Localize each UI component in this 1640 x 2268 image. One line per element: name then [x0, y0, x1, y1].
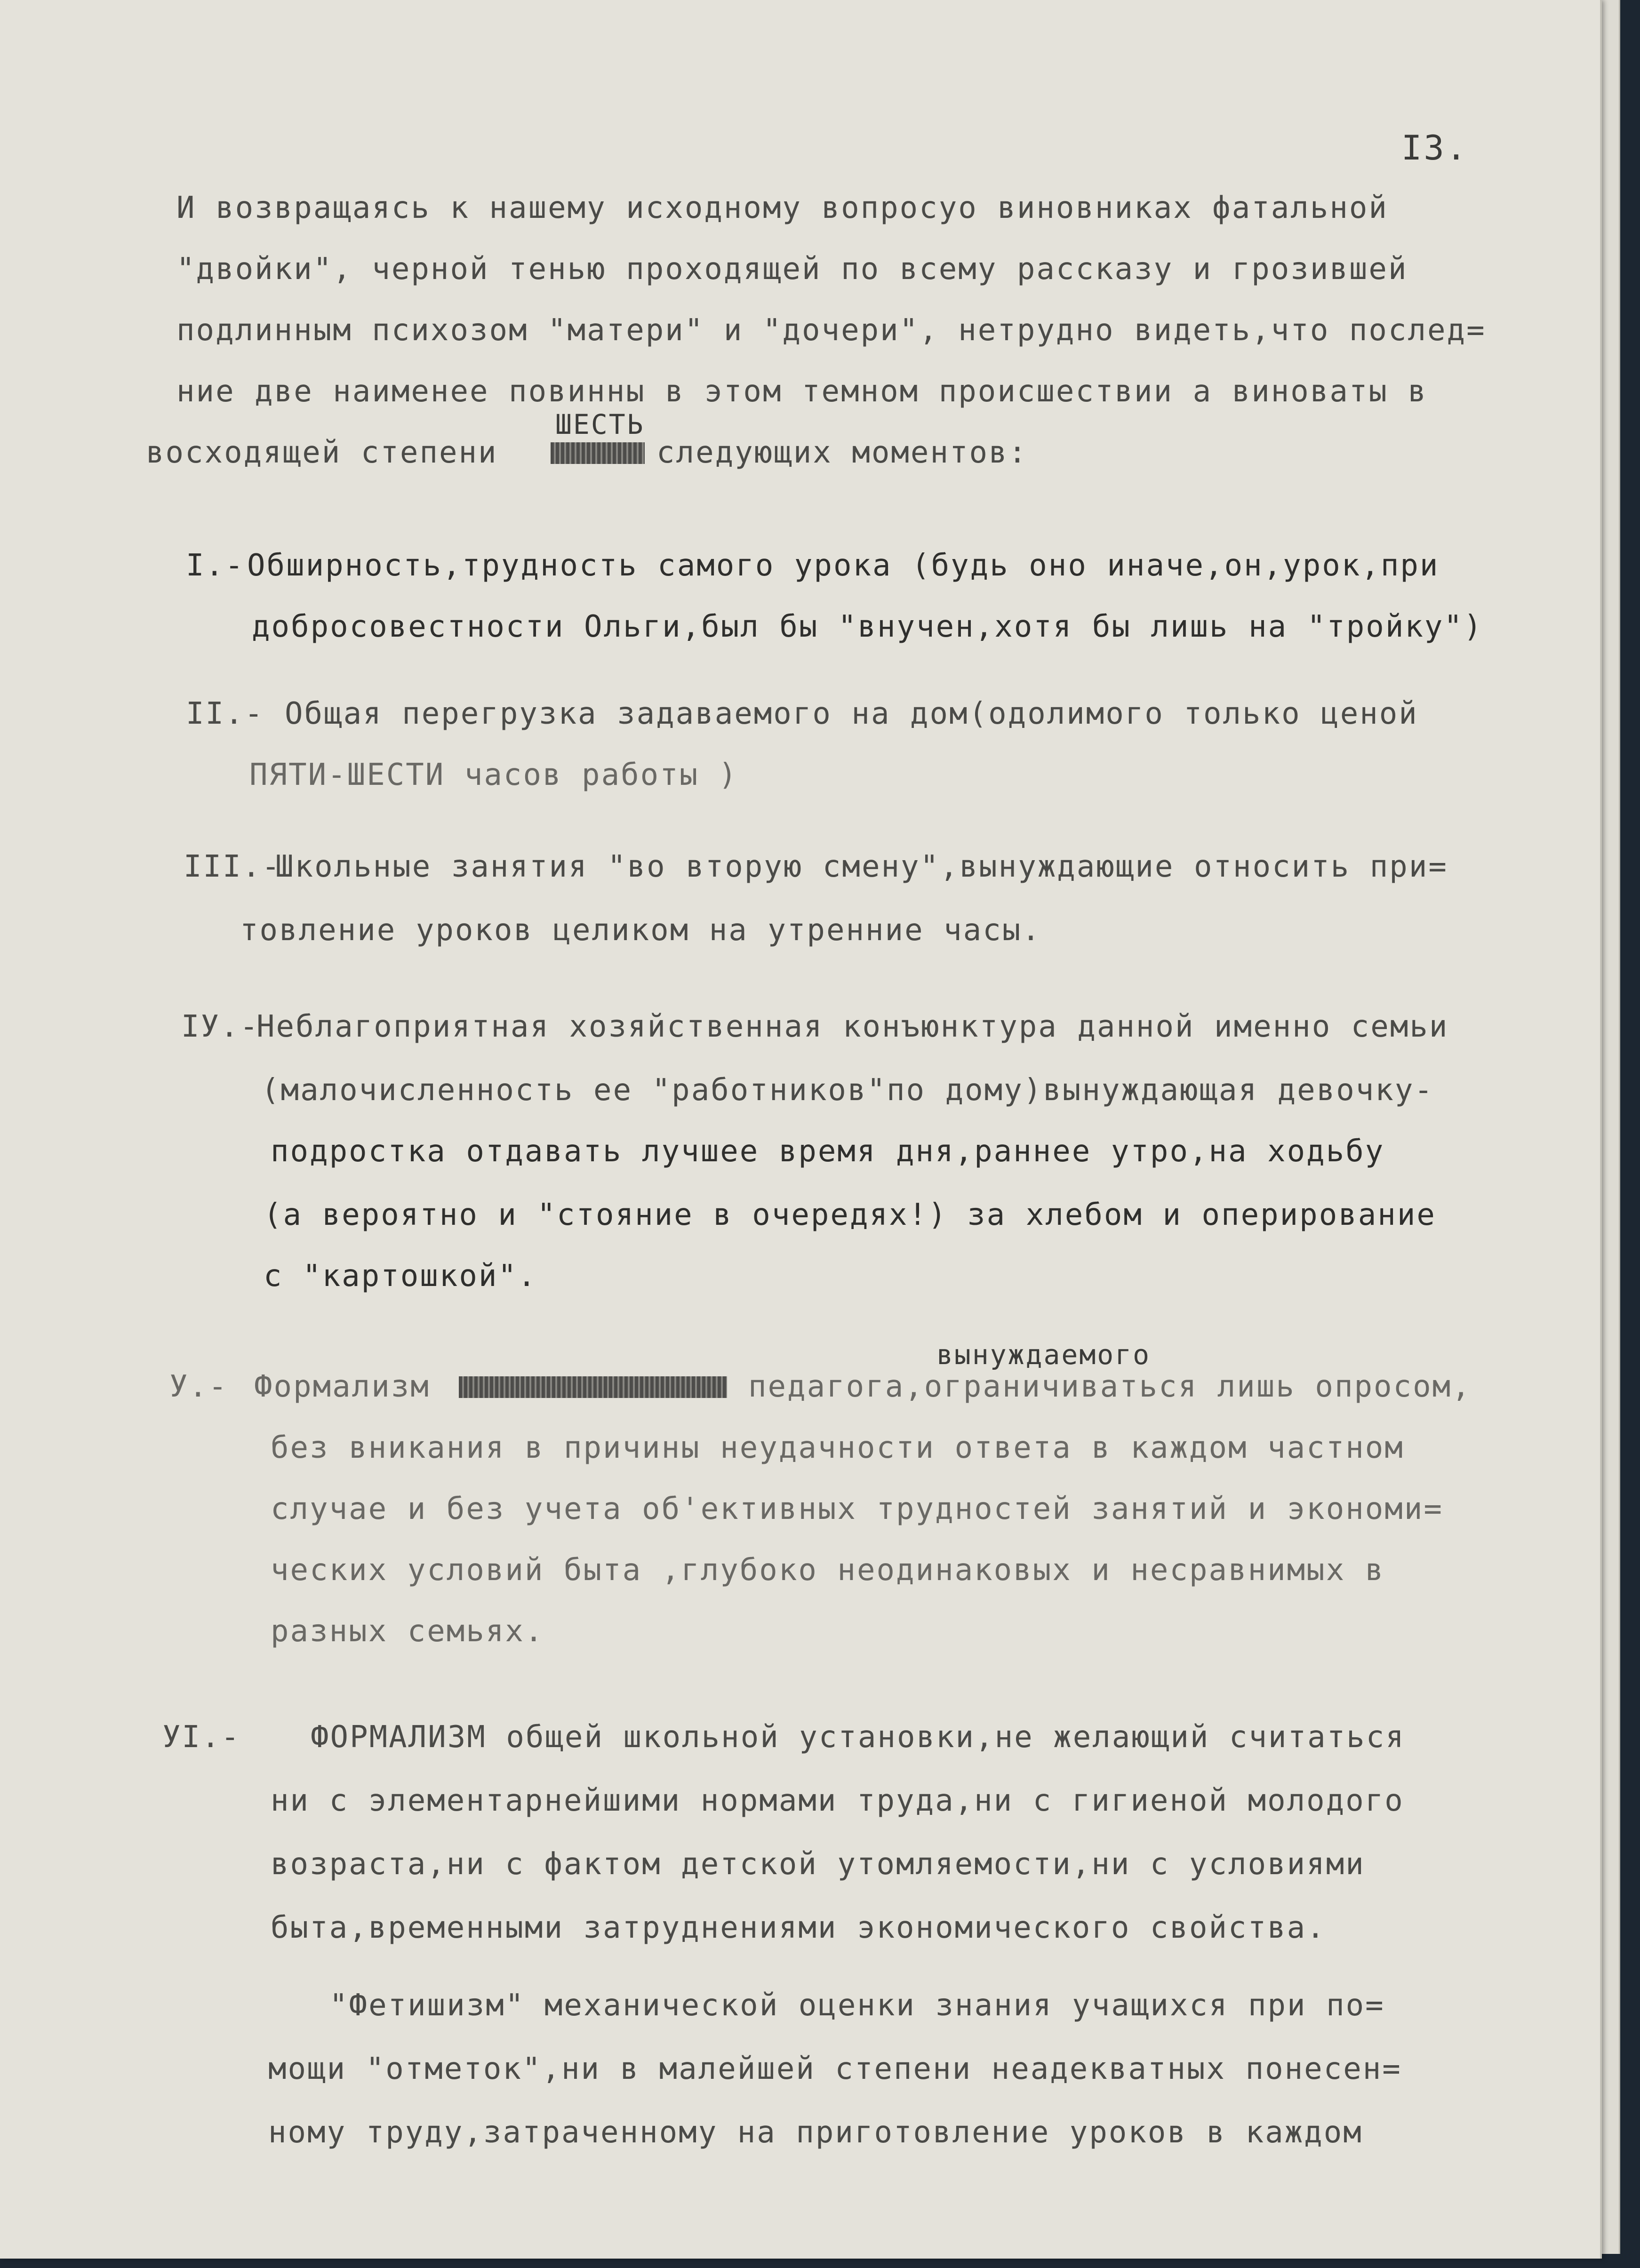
item-line: товление уроков целиком на утренние часы. — [240, 913, 1041, 948]
item-line: Общая перегрузка задаваемого на дом(одолимого только ценой — [285, 696, 1418, 731]
item-line: ческих условий быта ,глубоко неодинаковых и несравнимых в — [271, 1553, 1385, 1588]
item-line: Формализм — [254, 1369, 430, 1404]
intro-line: следующих моментов: — [656, 435, 1028, 470]
item-line: быта,временными затруднениями экономического свойства. — [271, 1910, 1326, 1945]
item-numeral: II.- — [186, 696, 264, 731]
item-line: (а вероятно и "стояние в очередях!) за хлебом и оперирование — [264, 1198, 1436, 1232]
intro-line: "двойки", черной тенью проходящей по всему рассказу и грозившей — [176, 252, 1408, 287]
closing-line: "Фетишизм" механической оценки знания учащихся при по= — [329, 1988, 1385, 2023]
handwritten-insert-shest: ШЕСТЬ — [555, 408, 645, 440]
struck-out-word — [551, 442, 645, 464]
intro-line: ние две наименее повинны в этом темном происшествии а виноваты в — [176, 374, 1427, 409]
struck-out-word — [459, 1376, 727, 1398]
item-line: ФОРМАЛИЗМ общей школьной установки,не желающий считаться — [311, 1720, 1405, 1755]
item-line: разных семьях. — [271, 1614, 544, 1649]
item-line: ПЯТИ-ШЕСТИ часов работы ) — [249, 758, 738, 792]
item-line: подростка отдавать лучшее время дня,раннее утро,на ходьбу — [271, 1134, 1385, 1169]
intro-line: подлинным психозом "матери" и "дочери", нетрудно видеть,что послед= — [176, 313, 1486, 348]
closing-line: ному труду,затраченному на приготовление уроков в каждом — [268, 2115, 1363, 2150]
item-line: педагога,ограничиваться лишь опросом, — [748, 1369, 1472, 1404]
handwritten-insert-vynuzhdaemogo: вынуждаемого — [936, 1339, 1151, 1371]
item-line: Неблагоприятная хозяйственная конъюнктура данной именно семьи — [256, 1009, 1449, 1044]
item-line: случае и без учета об'ективных трудностей занятий и экономи= — [271, 1492, 1443, 1526]
item-line: Обширность,трудность самого урока (будь оно иначе,он,урок,при — [247, 548, 1440, 583]
item-line: без вникания в причины неудачности ответа в каждом частном — [271, 1430, 1404, 1465]
item-line: ни с элементарнейшими нормами труда,ни с гигиеной молодого — [271, 1783, 1404, 1818]
item-line: возраста,ни с фактом детской утомляемости,ни с условиями — [271, 1847, 1365, 1882]
item-line: (малочисленность ее "работников"по дому)вынуждающая девочку- — [261, 1073, 1434, 1108]
closing-line: мощи "отметок",ни в малейшей степени неадекватных понесен= — [268, 2052, 1402, 2086]
item-numeral: IУ.- — [181, 1009, 260, 1044]
item-numeral: III.- — [184, 849, 281, 884]
item-numeral: I.- — [186, 548, 245, 583]
item-numeral: УI.- — [162, 1720, 241, 1755]
intro-line: восходящей степени — [146, 435, 498, 470]
page-number: I3. — [1401, 128, 1469, 168]
item-line: Школьные занятия "во вторую смену",вынуждающие относить при= — [275, 849, 1448, 884]
item-numeral: У.- — [169, 1369, 228, 1404]
item-line: с "картошкой". — [264, 1259, 537, 1294]
item-line: добросовестности Ольги,был бы "внучен,хотя бы лишь на "тройку") — [252, 609, 1483, 644]
intro-line: И возвращаясь к нашему исходному вопросуо виновниках фатальной — [176, 191, 1388, 225]
